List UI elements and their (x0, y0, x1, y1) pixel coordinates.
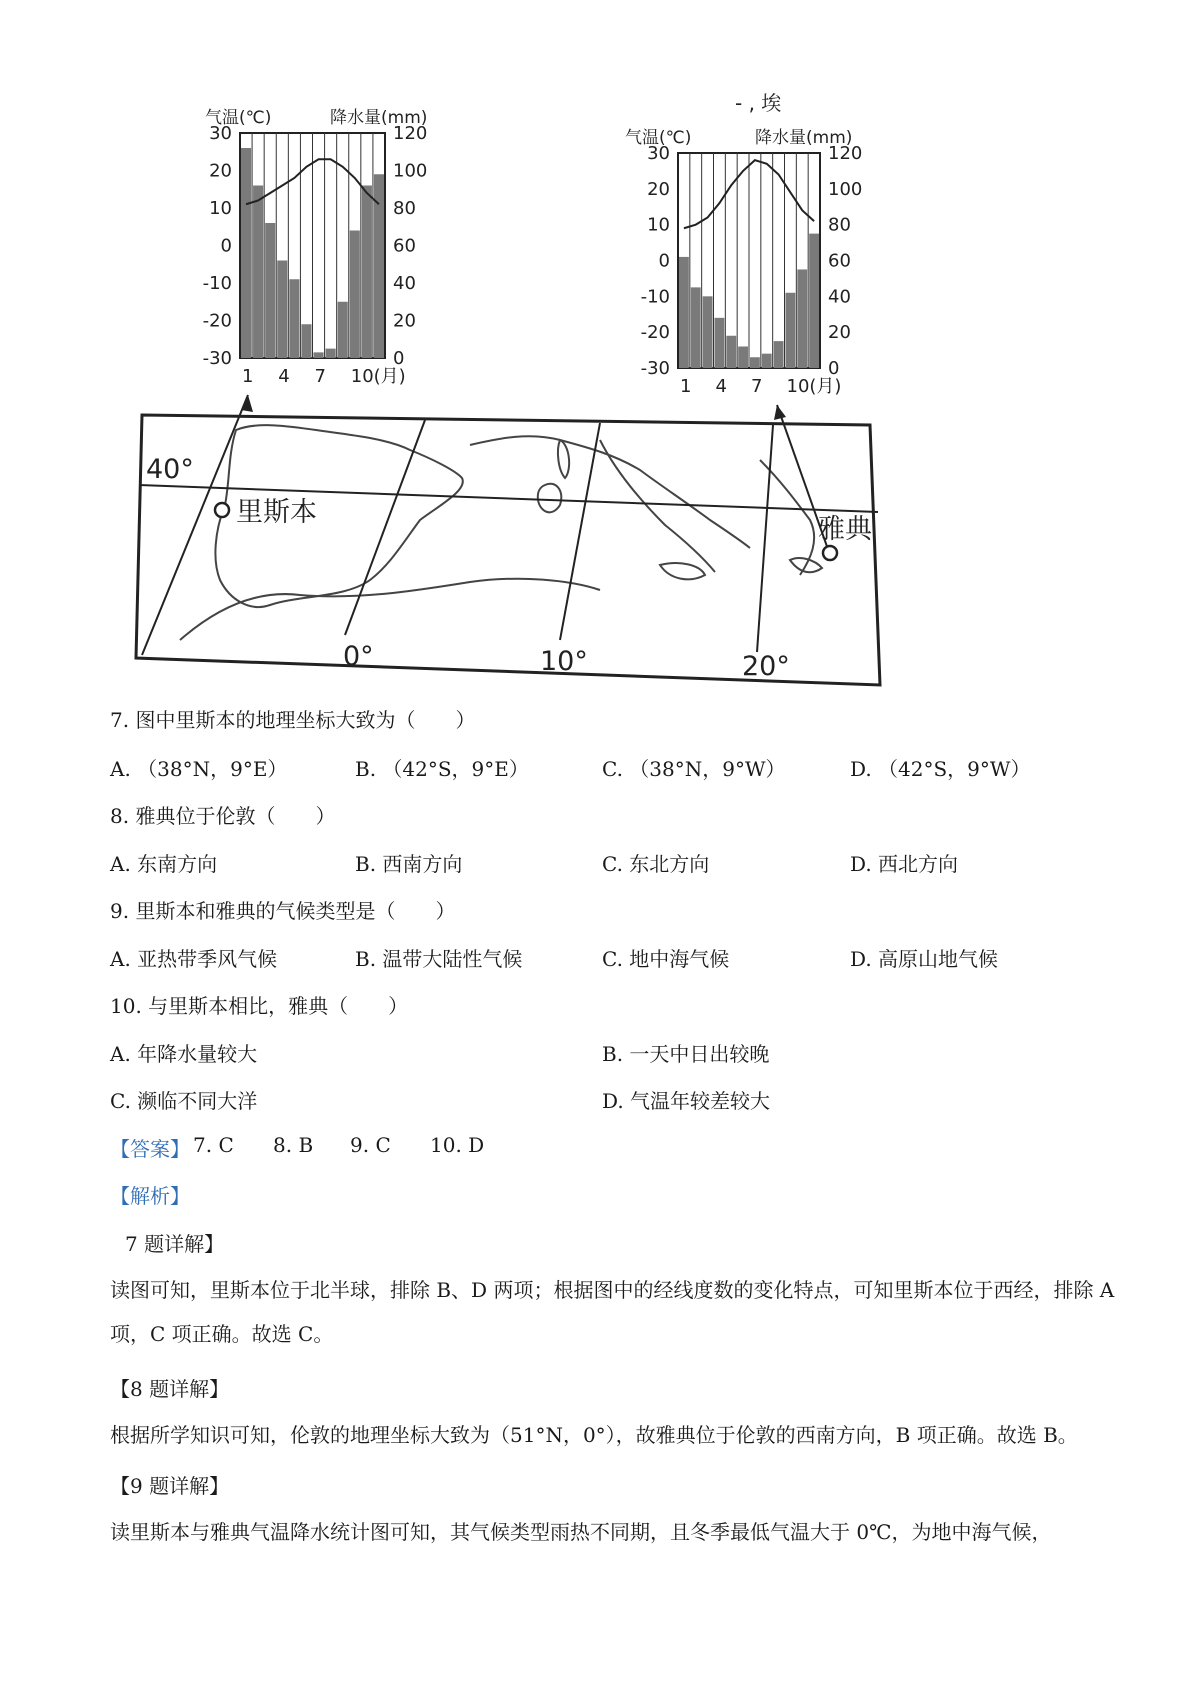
question-10-stem: 10. 与里斯本相比，雅典（ ） (110, 994, 409, 1018)
lisbon-month-tick: 1 (242, 366, 254, 387)
athens-precip-bar (679, 257, 689, 368)
lisbon-marker (215, 503, 229, 517)
athens-precip-bar (797, 269, 807, 368)
map-frame (136, 415, 880, 685)
athens-plot-area (678, 153, 820, 368)
athens-month-tick: 4 (715, 376, 727, 397)
lon-20-label: 20° (742, 651, 790, 682)
athens-pointer-arrow (774, 405, 786, 420)
athens-temp-tick: 20 (647, 178, 670, 200)
question-7-stem: 7. 图中里斯本的地理坐标大致为（ ） (110, 708, 476, 732)
athens-label: 雅典 (818, 514, 872, 545)
lisbon-temp-tick: -20 (202, 310, 232, 332)
q9-option-b: B. 温带大陆性气候 (355, 947, 523, 971)
analysis-label: 【解析】 (110, 1184, 190, 1208)
lisbon-temp-tick: 0 (220, 235, 232, 257)
lisbon-precip-tick: 100 (393, 160, 428, 182)
lisbon-precip-bar (338, 302, 348, 358)
q7-detail-heading: 7 题详解】 (125, 1232, 225, 1256)
lon-10-label: 10° (540, 646, 588, 677)
lisbon-precip-tick: 120 (393, 123, 428, 144)
athens-precip-tick: 100 (828, 178, 863, 200)
athens-temp-tick: 30 (647, 143, 670, 164)
q9-option-c: C. 地中海气候 (602, 947, 730, 971)
q10-option-c: C. 濒临不同大洋 (110, 1089, 258, 1113)
answer-9: 9. C (350, 1133, 391, 1157)
athens-precip-bar (691, 287, 701, 368)
q10-option-b: B. 一天中日出较晚 (602, 1042, 770, 1066)
athens-climate-chart (625, 91, 862, 397)
athens-temp-tick: -20 (640, 322, 670, 344)
lisbon-pointer-arrow (241, 395, 253, 412)
q9-detail-heading: 【9 题详解】 (110, 1474, 230, 1498)
lisbon-precip-bar (350, 231, 360, 359)
lisbon-month-tick: 10(月) (350, 366, 406, 387)
q10-option-a: A. 年降水量较大 (110, 1042, 258, 1066)
athens-precip-bar (762, 354, 772, 368)
lisbon-precip-tick: 20 (393, 310, 416, 332)
q8-option-a: A. 东南方向 (110, 852, 218, 876)
q9-option-d: D. 高原山地气候 (850, 947, 999, 971)
athens-month-tick: 7 (751, 376, 763, 397)
q8-option-d: D. 西北方向 (850, 852, 959, 876)
q7-option-b: B. （42°S，9°E） (355, 757, 529, 781)
lisbon-temp-axis-label: 气温(℃) (205, 108, 272, 128)
athens-precip-bar (750, 357, 760, 368)
q8-detail-text: 根据所学知识可知，伦敦的地理坐标大致为（51°N，0°），故雅典位于伦敦的西南方向，B 项正确。故选 B。 (110, 1423, 1078, 1447)
lisbon-temp-tick: -10 (202, 273, 232, 294)
lisbon-month-tick: 4 (278, 366, 290, 387)
athens-precip-bar (774, 341, 784, 368)
athens-precip-bar (738, 347, 748, 369)
lisbon-month-tick: 7 (314, 366, 326, 387)
lisbon-precip-axis-label: 降水量(mm) (330, 108, 428, 128)
athens-month-tick: 1 (680, 376, 692, 397)
athens-precip-bar (703, 296, 713, 368)
athens-precip-bar (786, 293, 796, 368)
q8-option-b: B. 西南方向 (355, 852, 463, 876)
athens-temp-tick: 10 (647, 214, 670, 236)
lisbon-precip-bar (362, 186, 372, 359)
lat-40-label: 40° (146, 454, 194, 485)
q7-option-a: A. （38°N，9°E） (110, 757, 288, 781)
lisbon-precip-bar (289, 279, 299, 358)
q9-detail-text: 读里斯本与雅典气温降水统计图可知，其气候类型雨热不同期，且冬季最低气温大于 0℃，为地中海气候， (110, 1520, 1052, 1544)
question-8-stem: 8. 雅典位于伦敦（ ） (110, 804, 336, 828)
lisbon-precip-bar (277, 261, 287, 359)
athens-precip-bar (809, 234, 819, 368)
answer-label: 【答案】 (110, 1137, 190, 1161)
athens-marker (823, 546, 837, 560)
q9-option-a: A. 亚热带季风气候 (110, 947, 278, 971)
athens-precip-tick: 0 (828, 358, 840, 379)
lisbon-precip-bar (253, 186, 263, 359)
lisbon-precip-bar (326, 349, 336, 358)
lisbon-climate-chart (203, 108, 428, 387)
climate-map-figure (0, 0, 1200, 700)
athens-temp-axis-label: 气温(℃) (625, 128, 692, 148)
athens-precip-axis-label: 降水量(mm) (755, 128, 853, 148)
lisbon-plot-area (240, 133, 385, 358)
answer-10: 10. D (430, 1133, 485, 1157)
athens-header-fragment: - , 埃 (735, 91, 782, 115)
lon-0-label: 0° (343, 641, 374, 672)
athens-precip-bar (715, 318, 725, 368)
lisbon-precip-tick: 60 (393, 235, 416, 257)
answer-7: 7. C (193, 1133, 234, 1157)
lisbon-temp-tick: 30 (209, 123, 232, 144)
q8-detail-heading: 【8 题详解】 (110, 1377, 230, 1401)
athens-temp-tick: -10 (640, 286, 670, 308)
question-9-stem: 9. 里斯本和雅典的气候类型是（ ） (110, 899, 456, 923)
lisbon-precip-bar (265, 223, 275, 358)
athens-precip-tick: 120 (828, 143, 863, 164)
athens-temp-tick: 0 (658, 250, 670, 272)
q8-option-c: C. 东北方向 (602, 852, 710, 876)
answer-8: 8. B (273, 1133, 314, 1157)
athens-precip-bar (726, 336, 736, 368)
q7-detail-text: 读图可知，里斯本位于北半球，排除 B、D 两项；根据图中的经线度数的变化特点，可知里斯本位于西经，排除 A 项，C 项正确。故选 C。 (110, 1278, 1115, 1346)
mediterranean-map (136, 395, 880, 685)
athens-temp-tick: -30 (640, 358, 670, 379)
lisbon-precip-bar (241, 148, 251, 358)
athens-precip-tick: 80 (828, 214, 851, 236)
lisbon-temp-tick: 10 (209, 198, 232, 219)
lisbon-label: 里斯本 (236, 497, 317, 528)
lisbon-temp-tick: -30 (202, 348, 232, 369)
lisbon-precip-bar (301, 324, 311, 358)
athens-month-tick: 10(月) (786, 376, 842, 397)
lisbon-precip-tick: 0 (393, 348, 405, 369)
lisbon-temp-tick: 20 (209, 160, 232, 182)
athens-precip-tick: 20 (828, 322, 851, 344)
lisbon-precip-bar (314, 352, 324, 358)
lisbon-precip-tick: 40 (393, 273, 416, 294)
q7-option-c: C. （38°N，9°W） (602, 757, 786, 781)
athens-precip-tick: 40 (828, 286, 851, 308)
athens-precip-tick: 60 (828, 250, 851, 272)
q10-option-d: D. 气温年较差较大 (602, 1089, 771, 1113)
lisbon-precip-tick: 80 (393, 198, 416, 219)
q7-option-d: D. （42°S，9°W） (850, 757, 1031, 781)
